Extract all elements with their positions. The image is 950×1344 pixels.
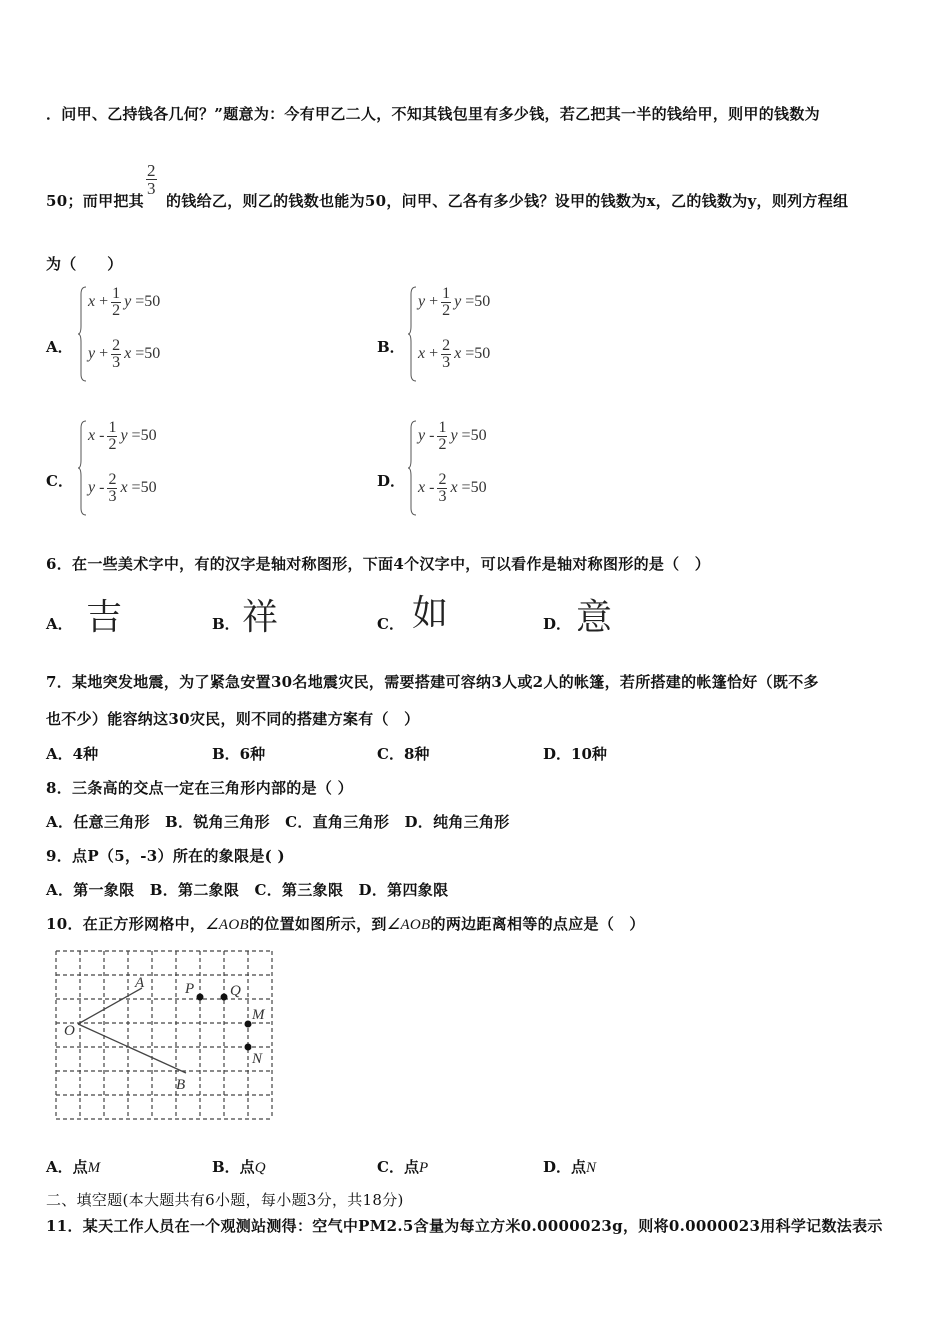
label-p: P bbox=[185, 981, 195, 997]
q5-option-a-system bbox=[78, 284, 228, 384]
equation-2: y - $\frac{2}{3}$ x =50 bbox=[88, 471, 157, 505]
q5-line-2-pre: 50；而甲把其 bbox=[46, 192, 144, 210]
q6-option-c-label[interactable]: C． bbox=[377, 615, 404, 633]
q10-stem: 10．在正方形网格中，∠AOB的位置如图所示，到∠AOB的两边距离相等的点应是（ ） bbox=[46, 915, 645, 933]
q5-line-2-post: 的钱给乙，则乙的钱数也能为50，问甲、乙各有多少钱？设甲的钱数为x，乙的钱数为y，则列方程组 bbox=[166, 192, 849, 210]
q10-option-d[interactable]: D．点N bbox=[543, 1158, 597, 1176]
equation-1: x + $\frac{1}{2}$ y =50 bbox=[88, 285, 161, 319]
angle-aob: ∠AOB bbox=[205, 917, 249, 933]
brace-icon bbox=[78, 420, 88, 516]
q5-option-b-label[interactable]: B． bbox=[377, 338, 405, 356]
ray-ob bbox=[78, 1024, 186, 1073]
square-grid bbox=[56, 951, 272, 1119]
label-a: A bbox=[135, 975, 145, 991]
q5-line-3: 为（ ） bbox=[46, 255, 123, 273]
section-2-title: 二、填空题(本大题共有6小题，每小题3分，共18分) bbox=[46, 1191, 404, 1209]
q7-option-a[interactable]: A．4种 bbox=[46, 745, 99, 763]
q7-line-1: 7．某地突发地震，为了紧急安置30名地震灾民，需要搭建可容纳3人或2人的帐篷，若所搭建的帐篷恰好（既不多 bbox=[46, 673, 819, 691]
q9-stem: 9．点P（5，-3）所在的象限是( ) bbox=[46, 847, 285, 865]
label-n: N bbox=[252, 1051, 263, 1067]
equation-2: x - $\frac{2}{3}$ x =50 bbox=[418, 471, 487, 505]
angle-aob: ∠AOB bbox=[386, 917, 431, 933]
equation-1: y + $\frac{1}{2}$ y =50 bbox=[418, 285, 491, 319]
q9-options[interactable]: A．第一象限 B．第二象限 C．第三象限 D．第四象限 bbox=[46, 881, 449, 899]
equation-2: y + $\frac{2}{3}$ x =50 bbox=[88, 337, 161, 371]
q11-stem: 11．某天工作人员在一个观测站测得：空气中PM2.5含量为每立方米0.0000023g，则将0.0000023用科学记数法表示 bbox=[46, 1217, 883, 1235]
label-o: O bbox=[64, 1023, 75, 1039]
point-m bbox=[245, 1021, 252, 1028]
point-n bbox=[245, 1044, 252, 1051]
q6-option-c-char: 如 bbox=[412, 593, 449, 634]
q5-option-c-label[interactable]: C． bbox=[46, 472, 73, 490]
label-q: Q bbox=[230, 983, 241, 999]
brace-icon bbox=[408, 286, 418, 382]
q7-option-d[interactable]: D．10种 bbox=[543, 745, 607, 763]
q6-stem: 6．在一些美术字中，有的汉字是轴对称图形，下面4个汉字中，可以看作是轴对称图形的是（ ） bbox=[46, 555, 711, 573]
q6-option-b-char: 祥 bbox=[242, 597, 279, 638]
q10-option-a[interactable]: A．点M bbox=[46, 1158, 101, 1176]
q6-option-d-label[interactable]: D． bbox=[543, 615, 572, 633]
q5-option-b-system bbox=[408, 284, 558, 384]
point-q bbox=[221, 994, 228, 1001]
ray-oa bbox=[78, 988, 142, 1024]
q10-grid-figure bbox=[50, 947, 280, 1127]
q7-option-b[interactable]: B．6种 bbox=[212, 745, 266, 763]
brace-icon bbox=[408, 420, 418, 516]
q8-options[interactable]: A．任意三角形 B．锐角三角形 C．直角三角形 D．纯角三角形 bbox=[46, 813, 510, 831]
label-m: M bbox=[252, 1007, 265, 1023]
brace-icon bbox=[78, 286, 88, 382]
q6-option-b-label[interactable]: B． bbox=[212, 615, 240, 633]
equation-1: x - $\frac{1}{2}$ y =50 bbox=[88, 419, 157, 453]
label-b: B bbox=[176, 1077, 186, 1093]
q6-option-d-char: 意 bbox=[576, 597, 613, 638]
q7-line-2: 也不少）能容纳这30灾民，则不同的搭建方案有（ ） bbox=[46, 710, 420, 728]
fraction-numerator: 2 bbox=[147, 161, 156, 180]
q6-option-a-char: 吉 bbox=[86, 597, 123, 638]
equation-2: x + $\frac{2}{3}$ x =50 bbox=[418, 337, 491, 371]
equation-1: y - $\frac{1}{2}$ y =50 bbox=[418, 419, 487, 453]
fraction-denominator: 3 bbox=[147, 179, 156, 198]
q5-option-d-label[interactable]: D． bbox=[377, 472, 406, 490]
q5-option-d-system bbox=[408, 418, 558, 518]
q5-line-1: ．问甲、乙持钱各几何？”题意为：今有甲乙二人，不知其钱包里有多少钱，若乙把其一半的钱给甲，则甲的钱数为 bbox=[46, 105, 820, 123]
point-p bbox=[197, 994, 204, 1001]
q6-option-a-label[interactable]: A． bbox=[46, 615, 73, 633]
q5-inline-fraction bbox=[146, 162, 157, 197]
q10-option-c[interactable]: C．点P bbox=[377, 1158, 429, 1176]
q5-option-c-system bbox=[78, 418, 228, 518]
q5-option-a-label[interactable]: A． bbox=[46, 338, 73, 356]
q7-option-c[interactable]: C．8种 bbox=[377, 745, 430, 763]
q10-option-b[interactable]: B．点Q bbox=[212, 1158, 266, 1176]
q8-stem: 8．三条高的交点一定在三角形内部的是（ ） bbox=[46, 779, 353, 797]
